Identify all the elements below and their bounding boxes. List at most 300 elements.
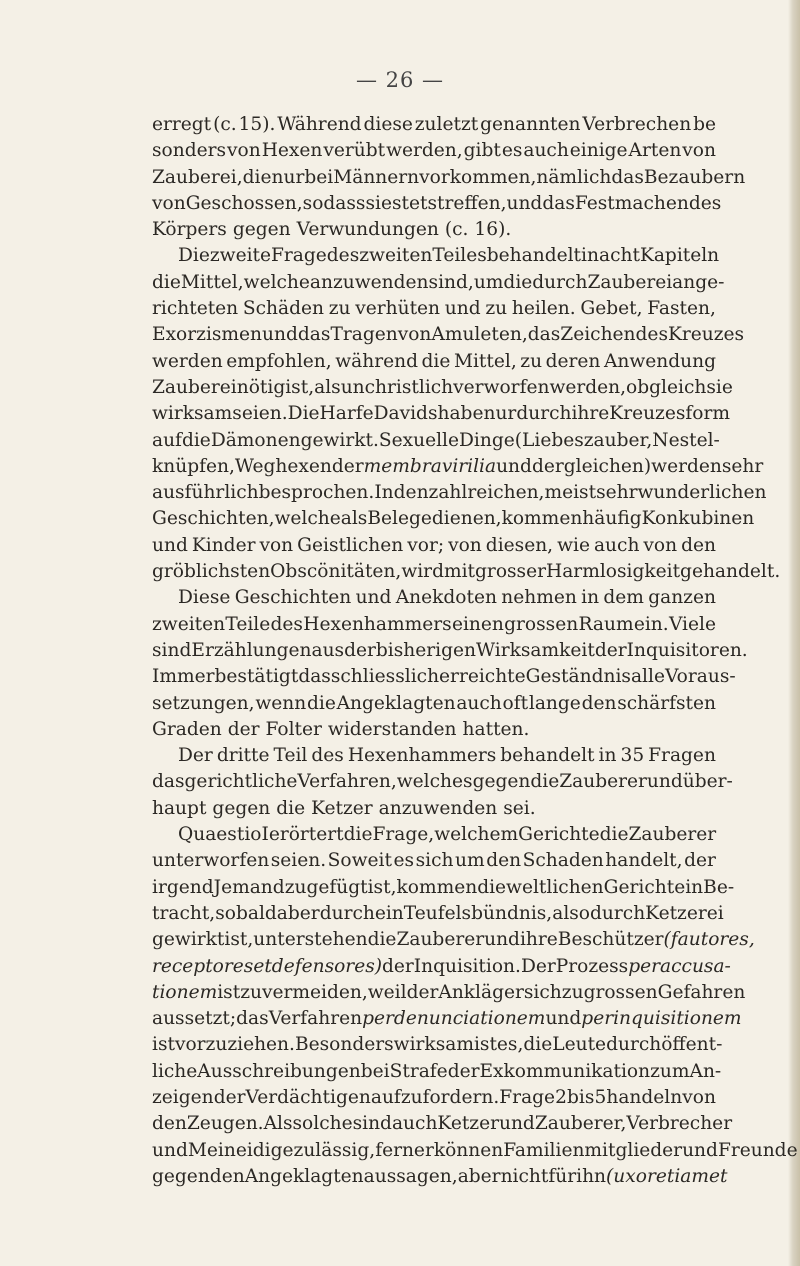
word: ist,	[224, 929, 254, 951]
word: gibt	[463, 140, 501, 162]
word: 5	[594, 1086, 607, 1108]
word: dritte	[216, 745, 270, 767]
word: der	[406, 981, 439, 1003]
word: von	[643, 534, 678, 556]
text-line	[152, 664, 736, 690]
word: inquisitionem	[613, 1008, 742, 1030]
text-line	[152, 1138, 798, 1164]
word: Inquisitoren.	[626, 639, 748, 661]
text-line	[152, 743, 716, 769]
word: ihre	[519, 929, 558, 951]
word: Als	[263, 1113, 293, 1135]
word: in	[598, 745, 617, 767]
text-line	[152, 559, 781, 585]
word: ist	[217, 981, 241, 1003]
word: und	[355, 587, 392, 609]
word: es	[501, 140, 523, 162]
word: können	[433, 1139, 504, 1161]
word: von	[682, 1086, 716, 1108]
text-line	[152, 349, 716, 375]
word: den	[393, 482, 429, 504]
word: deren	[545, 350, 601, 372]
word: von	[682, 140, 716, 162]
word: schliesslich	[330, 666, 440, 688]
word: und	[496, 455, 532, 477]
word: (c.	[213, 114, 237, 135]
word: per	[628, 955, 661, 977]
word: Zauberer,	[534, 1113, 627, 1135]
word: gehandelt.	[680, 561, 781, 583]
word: oft	[502, 692, 529, 714]
word: Sexuelle	[378, 429, 460, 451]
word: in	[685, 876, 704, 898]
word: Die	[178, 245, 210, 267]
word: Belege	[367, 508, 432, 530]
word: und	[152, 1139, 188, 1161]
text-line	[152, 717, 716, 743]
word: Nestel-	[652, 429, 720, 451]
word: diesen,	[485, 534, 554, 556]
word: einige	[569, 140, 628, 162]
word: wird	[401, 561, 444, 583]
word: die	[242, 166, 272, 188]
word: Angeklagten	[336, 692, 456, 714]
word: der	[594, 639, 627, 661]
text-line	[152, 927, 755, 953]
word: Geschossen,	[185, 192, 303, 214]
word: grossen	[504, 613, 579, 635]
word: Harmlosigkeit	[546, 561, 681, 583]
word: das	[527, 324, 561, 346]
word: Dämonen	[210, 429, 301, 451]
text-line	[152, 1032, 723, 1058]
text-line	[152, 428, 720, 454]
word: als	[340, 508, 368, 530]
word: des	[326, 245, 360, 267]
text-line	[152, 270, 725, 296]
word: ferner	[375, 1139, 434, 1161]
word: Gerichte	[603, 876, 686, 898]
word: Teufelsbündnis,	[403, 902, 553, 924]
word: et	[253, 955, 272, 977]
text-line	[152, 954, 731, 980]
word: membra	[363, 455, 442, 477]
word: Gefahren	[657, 981, 746, 1003]
word: Besonders	[294, 1034, 394, 1056]
word: das	[297, 324, 331, 346]
word: denunciationem	[393, 1008, 546, 1030]
text-line	[152, 217, 716, 243]
word: Der	[520, 955, 556, 977]
word: aber	[457, 1165, 501, 1187]
word: liche	[152, 1060, 198, 1082]
word: welches	[396, 771, 473, 793]
word: ein	[374, 902, 404, 924]
word: gerichtliche	[184, 771, 298, 793]
word: Kinder	[191, 534, 256, 556]
word: sie	[706, 376, 733, 398]
word: und	[484, 929, 520, 951]
word: Graden	[152, 718, 222, 740]
word: Amuleten,	[431, 324, 528, 346]
word: den	[486, 850, 522, 872]
word: welche	[274, 508, 341, 530]
word: bis	[567, 1086, 595, 1108]
word: Männern	[333, 166, 420, 188]
word: Frage	[499, 1086, 556, 1108]
word: vor;	[407, 534, 445, 556]
text-line	[152, 796, 716, 822]
word: heilen.	[511, 298, 576, 320]
word: kommen	[501, 508, 583, 530]
word: von	[227, 140, 261, 162]
word: sei.	[503, 797, 536, 819]
word: die	[367, 929, 397, 951]
text-line	[152, 1006, 742, 1032]
word: grossen	[583, 981, 658, 1003]
text-line	[152, 691, 716, 717]
word: sind,	[428, 271, 474, 293]
word: erörtert	[268, 824, 344, 846]
word: durch	[590, 902, 646, 924]
word: Davids	[373, 403, 438, 425]
word: sehr	[596, 482, 638, 504]
word: werden,	[549, 376, 627, 398]
word: aus	[311, 639, 345, 661]
word: zahlreichen,	[428, 482, 545, 504]
word: den	[152, 1113, 187, 1135]
text-line	[152, 848, 716, 874]
word: das	[298, 666, 331, 688]
word: wirksam	[152, 403, 233, 425]
text-line	[152, 322, 745, 348]
word: (c.	[444, 219, 469, 241]
word: Verfahren,	[297, 771, 397, 793]
text-line	[152, 769, 733, 795]
word: Tragen	[330, 324, 398, 346]
word: Erzählungen	[191, 639, 312, 661]
word: Geständnis	[525, 666, 631, 688]
word: solche	[292, 1113, 353, 1135]
word: von	[448, 534, 482, 556]
word: Obscönitäten,	[270, 561, 402, 583]
word: die	[306, 692, 336, 714]
word: ganzen	[648, 587, 716, 609]
word: der	[684, 850, 716, 872]
word: Verbrechen	[582, 114, 692, 135]
word: etiam	[655, 1165, 709, 1187]
word: gegen	[152, 1165, 210, 1187]
word: unterworfen	[152, 850, 270, 872]
word: Ankläger	[438, 981, 524, 1003]
word: die	[343, 824, 373, 846]
word: und	[498, 1113, 535, 1135]
word: des	[311, 745, 344, 767]
word: knüpfen,	[152, 455, 235, 477]
word: Prozess	[555, 955, 629, 977]
word: Frage	[271, 245, 327, 267]
word: nur	[271, 166, 305, 188]
word: zu	[240, 981, 262, 1003]
word: werden,	[386, 140, 463, 162]
word: gröblichsten	[152, 561, 271, 583]
word: Kapiteln	[639, 245, 720, 267]
word: Gebet,	[580, 298, 643, 320]
word: zweite	[209, 245, 271, 267]
word: sie	[365, 192, 392, 214]
word: Leute	[552, 1034, 607, 1056]
word: Meineidige	[187, 1139, 294, 1161]
word: verworfen	[453, 376, 550, 398]
word: irgend	[152, 876, 214, 898]
word: Verdächtigen	[245, 1086, 371, 1108]
word: handeln	[606, 1086, 683, 1108]
word: Mittel,	[180, 271, 244, 293]
word: ange-	[672, 271, 725, 293]
word: Kreuzesform	[609, 403, 730, 425]
word: per	[362, 1008, 394, 1030]
word: es,	[496, 1034, 524, 1056]
text-line	[152, 612, 716, 638]
word: öffent-	[661, 1034, 723, 1056]
word: Anwendung	[603, 350, 716, 372]
word: das	[236, 1008, 269, 1030]
word: zweiten	[359, 245, 433, 267]
word: Mittel,	[453, 350, 517, 372]
word: Hexenhammers	[347, 745, 497, 767]
word: richteten	[152, 298, 239, 320]
word: zweiten	[152, 613, 226, 635]
word: zum	[650, 1060, 690, 1082]
word: virilia	[441, 455, 497, 477]
word: Geschichten,	[152, 508, 275, 530]
word: nötig	[236, 376, 286, 398]
word: zu	[328, 298, 351, 320]
word: schärfsten	[617, 692, 716, 714]
word: von	[152, 192, 186, 214]
word: 15).	[238, 114, 276, 135]
word: das	[542, 192, 575, 214]
word: 16).	[474, 219, 512, 241]
word: einen	[451, 613, 504, 635]
word: dergleichen)	[531, 455, 652, 477]
word: werden	[152, 350, 223, 372]
word: weltlichen	[506, 876, 604, 898]
word: Ketzerei	[645, 902, 724, 924]
text-line	[152, 980, 746, 1006]
word: Verfahren	[268, 1008, 363, 1030]
word: Frage,	[372, 824, 435, 846]
word: ist	[152, 1034, 175, 1056]
word: vorzuziehen.	[174, 1034, 295, 1056]
word: seien.	[232, 403, 288, 425]
word: anzuwenden	[378, 797, 498, 819]
word: Soweit	[327, 850, 392, 872]
word: empfohlen,	[226, 350, 332, 372]
word: unterstehen	[253, 929, 368, 951]
word: ausführlich	[152, 482, 259, 504]
word: habe	[437, 403, 484, 425]
word: Zauberer	[628, 824, 717, 846]
word: sich	[415, 850, 454, 872]
word: gegen	[472, 771, 531, 793]
text-line	[152, 112, 716, 138]
word: Zauberei	[587, 271, 673, 293]
word: aussetzt;	[152, 1008, 237, 1030]
word: den	[581, 692, 617, 714]
word: des	[270, 613, 303, 635]
text-line	[152, 454, 764, 480]
word: nicht	[500, 1165, 549, 1187]
word: (uxor	[606, 1165, 656, 1187]
word: seien.	[270, 850, 327, 872]
word: erregt	[152, 114, 212, 135]
word: auch	[593, 534, 640, 556]
word: dienen,	[431, 508, 502, 530]
word: Schaden	[522, 850, 604, 872]
word: Fragen	[648, 745, 716, 767]
word: Be-	[703, 876, 735, 898]
word: wenn	[255, 692, 307, 714]
word: die	[477, 876, 507, 898]
word: aufzufordern.	[370, 1086, 500, 1108]
word: um	[455, 850, 485, 872]
word: dem	[603, 587, 644, 609]
word: das	[152, 771, 185, 793]
word: Freunde	[717, 1139, 798, 1161]
word: Arten	[628, 140, 682, 162]
word: alle	[630, 666, 665, 688]
word: Konkubinen	[641, 508, 755, 530]
word: welchem	[434, 824, 519, 846]
word: unchristlich	[340, 376, 454, 398]
word: verübt	[323, 140, 386, 162]
word: und	[506, 192, 543, 214]
word: auch	[523, 140, 569, 162]
word: Beschützer	[557, 929, 664, 951]
text-line	[152, 1164, 728, 1190]
word: Immer	[152, 666, 215, 688]
word: Hexen	[261, 140, 323, 162]
word: wunderlichen	[637, 482, 767, 504]
word: Strafe	[389, 1060, 448, 1082]
word: Weghexen	[234, 455, 332, 477]
word: genannten	[480, 114, 581, 135]
word: Körpers	[152, 219, 227, 241]
word: vermeiden,	[261, 981, 368, 1003]
word: et	[708, 1165, 728, 1187]
word: wirksam	[393, 1034, 474, 1056]
text-line	[152, 822, 716, 848]
word: Ketzer	[311, 797, 373, 819]
word: Angeklagten	[244, 1165, 364, 1187]
word: gewirkt.	[300, 429, 379, 451]
word: Zeichen	[560, 324, 636, 346]
word: es	[393, 850, 415, 872]
word: die	[421, 350, 451, 372]
word: aussagen,	[363, 1165, 458, 1187]
word: In	[374, 482, 394, 504]
word: und	[262, 324, 298, 346]
word: der	[331, 455, 364, 477]
word: in	[581, 587, 600, 609]
text-line	[152, 1111, 733, 1137]
word: Festmachen	[574, 192, 689, 214]
word: zu	[485, 298, 508, 320]
word: und	[646, 771, 683, 793]
word: be	[693, 114, 716, 135]
word: Fasten,	[647, 298, 716, 320]
word: behandelt	[486, 245, 582, 267]
word: von	[397, 324, 432, 346]
word: werden	[651, 455, 722, 477]
word: Zauberei	[152, 376, 237, 398]
word: tracht,	[152, 902, 216, 924]
word: accusa-	[660, 955, 731, 977]
text-line	[152, 243, 720, 269]
word: auch	[456, 692, 502, 714]
word: das	[611, 166, 644, 188]
word: Schäden	[242, 298, 324, 320]
word: und	[545, 1008, 582, 1030]
word: defensores)	[271, 955, 382, 977]
word: und	[682, 1139, 718, 1161]
word: gewirkt	[152, 929, 225, 951]
word: durch	[606, 1034, 662, 1056]
word: Wirksamkeit	[475, 639, 595, 661]
word: verhüten	[355, 298, 441, 320]
word: ist	[473, 1034, 497, 1056]
word: Viele	[668, 613, 716, 635]
word: die	[503, 271, 533, 293]
page-edge	[788, 0, 800, 1266]
word: obgleich	[626, 376, 707, 398]
word: stets	[391, 192, 438, 214]
word: als	[314, 376, 341, 398]
word: Hexenhammers	[303, 613, 452, 635]
word: sobald	[215, 902, 277, 924]
word: wie	[557, 534, 590, 556]
word: ist,	[285, 376, 315, 398]
word: nur	[483, 403, 517, 425]
text-line	[152, 401, 730, 427]
word: aber	[276, 902, 320, 924]
word: Anekdoten	[395, 587, 497, 609]
word: per	[581, 1008, 614, 1030]
word: 2	[555, 1086, 567, 1108]
word: hatten.	[462, 718, 530, 740]
text-line	[152, 533, 716, 559]
word: die	[523, 1034, 553, 1056]
text-line	[152, 506, 755, 532]
word: ihre	[571, 403, 610, 425]
word: erreichte	[439, 666, 526, 688]
text-line	[152, 480, 767, 506]
word: die	[599, 824, 629, 846]
word: Geschichten	[234, 587, 352, 609]
word: grosser	[475, 561, 546, 583]
word: des	[688, 192, 722, 214]
word: anzuwenden	[309, 271, 429, 293]
text-line	[152, 1059, 722, 1085]
word: von	[259, 534, 294, 556]
text-line	[152, 638, 748, 664]
word: sich	[523, 981, 562, 1003]
word: häufig	[582, 508, 642, 530]
word: Voraus-	[664, 666, 736, 688]
word: Teile	[225, 613, 271, 635]
word: vorkommen,	[419, 166, 537, 188]
